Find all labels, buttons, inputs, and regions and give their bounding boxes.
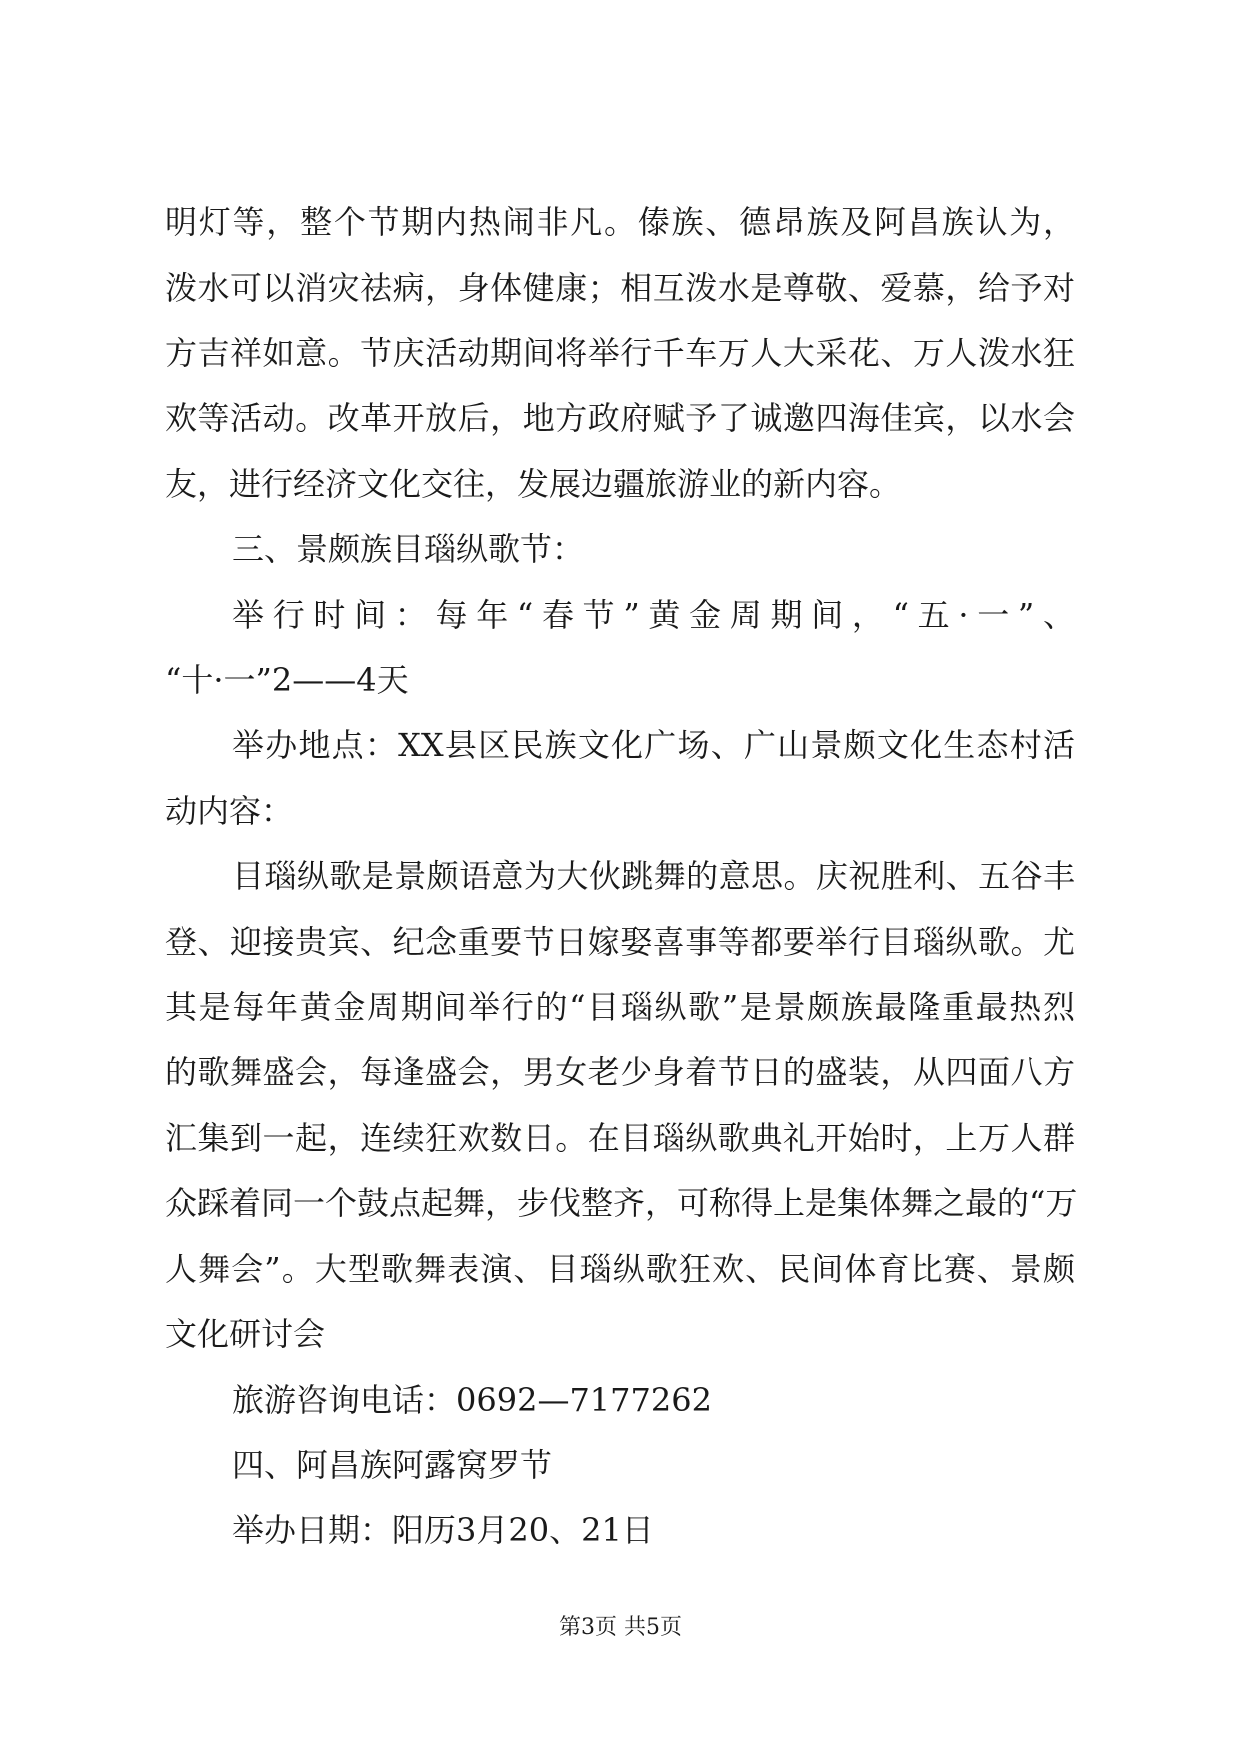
paragraph-line: 泼水可以消灾祛病，身体健康；相互泼水是尊敬、爱慕，给予对 (165, 269, 1075, 307)
paragraph-line: 文化研讨会 (165, 1315, 326, 1353)
paragraph-line: 友，进行经济文化交往，发展边疆旅游业的新内容。 (165, 465, 902, 503)
section-heading: 三、景颇族目瑙纵歌节： (232, 530, 585, 568)
paragraph-line: 目瑙纵歌是景颇语意为大伙跳舞的意思。庆祝胜利、五谷丰 (232, 857, 1075, 895)
paragraph-line: 欢等活动。改革开放后，地方政府赋予了诚邀四海佳宾，以水会 (165, 399, 1075, 437)
paragraph-line: 登、迎接贵宾、纪念重要节日嫁娶喜事等都要举行目瑙纵歌。尤 (165, 923, 1075, 961)
paragraph-line: 方吉祥如意。节庆活动期间将举行千车万人大采花、万人泼水狂 (165, 334, 1075, 372)
paragraph-line: 汇集到一起，连续狂欢数日。在目瑙纵歌典礼开始时，上万人群 (165, 1119, 1075, 1157)
paragraph-line: 其是每年黄金周期间举行的“目瑙纵歌”是景颇族最隆重最热烈 (165, 988, 1075, 1026)
paragraph-line: 举办日期：阳历3月20、21日 (232, 1511, 654, 1549)
paragraph-line: 众踩着同一个鼓点起舞，步伐整齐，可称得上是集体舞之最的“万 (165, 1184, 1078, 1222)
paragraph-line: “十·一”2——4天 (165, 661, 409, 699)
paragraph-line: 人舞会”。大型歌舞表演、目瑙纵歌狂欢、民间体育比赛、景颇 (165, 1250, 1075, 1288)
paragraph-line: 动内容： (165, 792, 294, 830)
paragraph-line: 明灯等，整个节期内热闹非凡。傣族、德昂族及阿昌族认为， (165, 203, 1075, 241)
paragraph-line: 的歌舞盛会，每逢盛会，男女老少身着节日的盛装，从四面八方 (165, 1053, 1075, 1091)
paragraph-line: 举办地点：XX县区民族文化广场、广山景颇文化生态村活 (232, 726, 1075, 764)
page-number-footer: 第3页 共5页 (559, 1615, 682, 1640)
paragraph-line: 旅游咨询电话：0692—7177262 (232, 1381, 712, 1419)
paragraph-line: 举行时间：每年“春节”黄金周期间，“五·一”、 (232, 596, 1075, 634)
section-heading: 四、阿昌族阿露窝罗节 (232, 1446, 553, 1484)
